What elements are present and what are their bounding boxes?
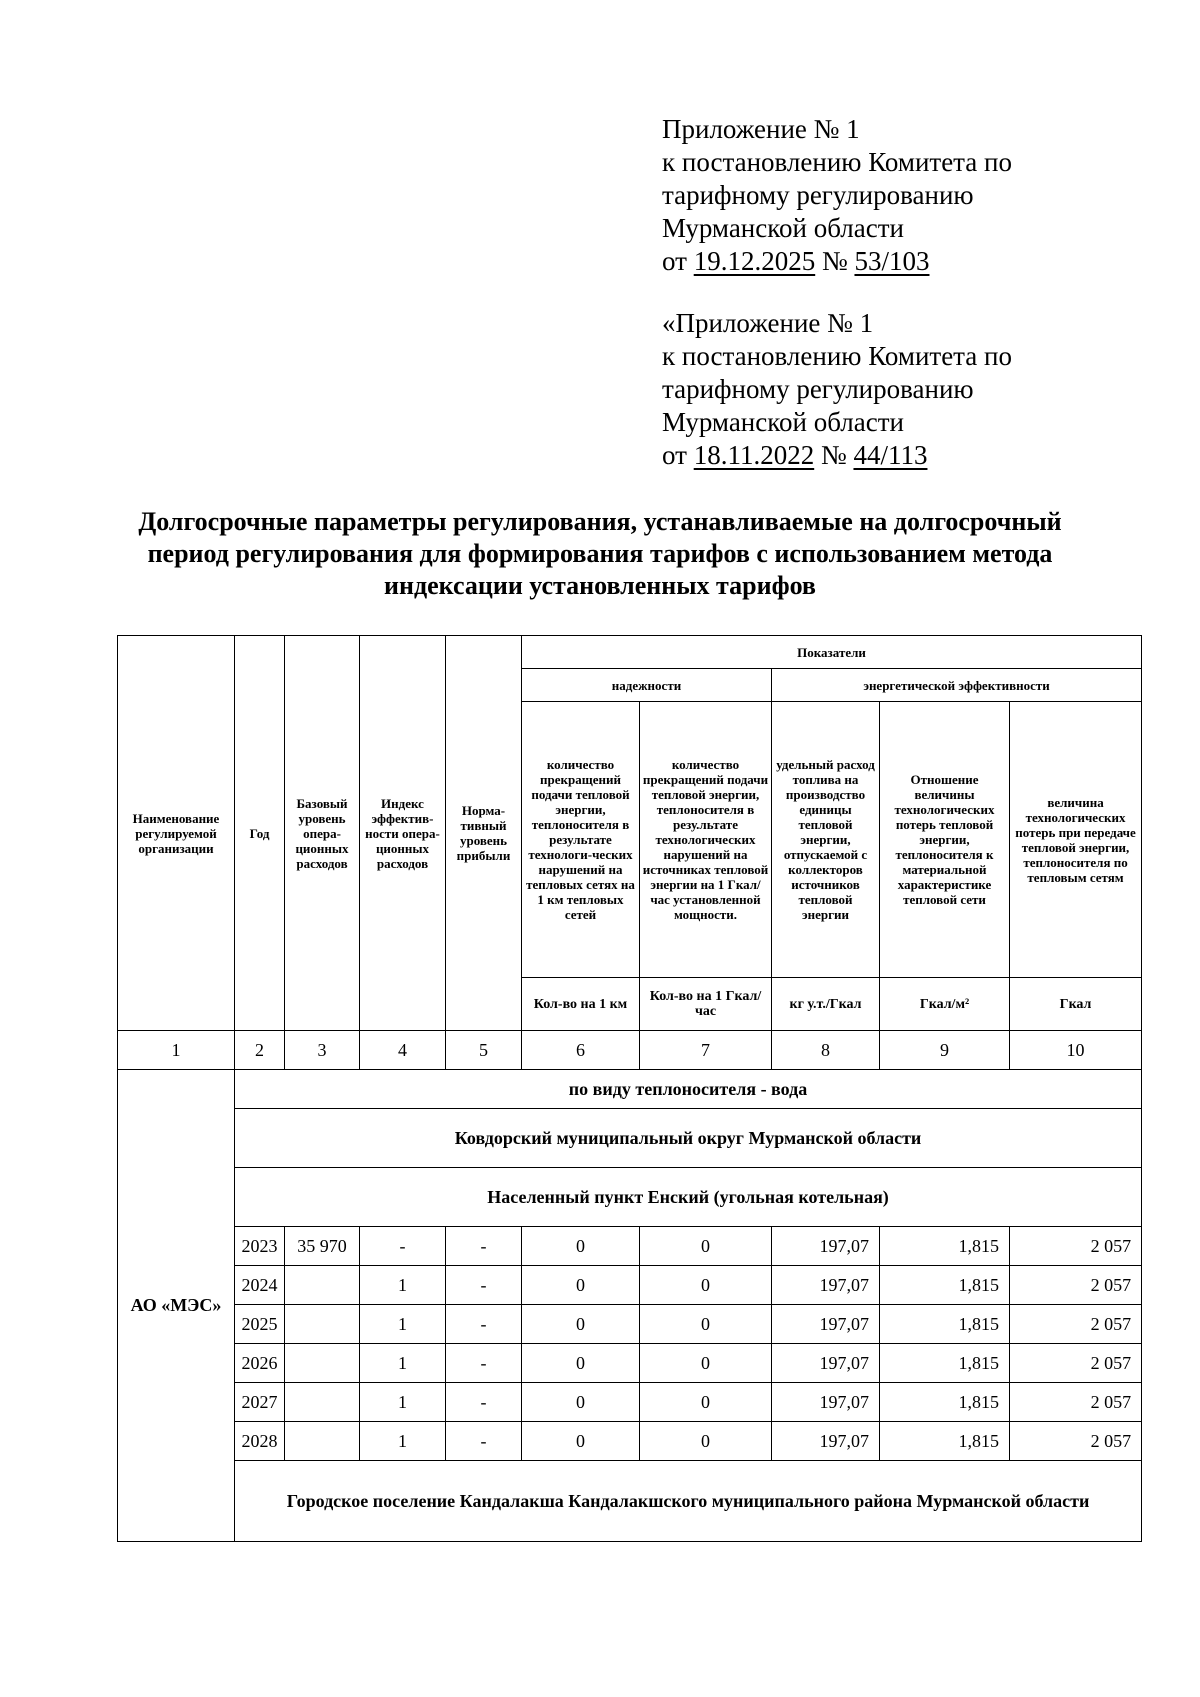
row-efficiency-index: 1 — [360, 1266, 446, 1305]
col-number-10: 10 — [1010, 1031, 1142, 1070]
appendix-old-number-prefix: № — [820, 440, 847, 470]
row-efficiency-index: - — [360, 1227, 446, 1266]
appendix-old-block — [662, 307, 1142, 472]
col-number-7: 7 — [640, 1031, 772, 1070]
row-efficiency-index: 1 — [360, 1383, 446, 1422]
header-indicators: Показатели — [522, 636, 1142, 669]
row-col9: 1,815 — [880, 1383, 1010, 1422]
row-year: 2026 — [235, 1344, 285, 1383]
unit-col7: Кол-во на 1 Гкал/час — [640, 978, 772, 1031]
table-row — [118, 1344, 1142, 1383]
row-profit-level: - — [446, 1305, 522, 1344]
unit-col6: Кол-во на 1 км — [522, 978, 640, 1031]
header-col7: количество прекращений подачи тепловой энергии, теплоносителя в резу.льтате технологических нарушений на источниках тепловой энергии на 1 Гкал/час установленной мощности. — [640, 702, 772, 978]
row-base-opex — [285, 1383, 360, 1422]
col-number-9: 9 — [880, 1031, 1010, 1070]
appendix-new-number: 53/103 — [854, 246, 930, 276]
appendix-old-line2: к постановлению Комитета по — [662, 341, 1012, 371]
row-col6: 0 — [522, 1305, 640, 1344]
row-col7: 0 — [640, 1305, 772, 1344]
row-col8: 197,07 — [772, 1383, 880, 1422]
section-next-settlement: Городское поселение Кандалакша Кандалакшского муниципального района Мурманской области — [235, 1461, 1142, 1542]
row-col9: 1,815 — [880, 1344, 1010, 1383]
header-col6: количество прекращений подачи тепловой энергии, теплоносителя в результате технологи-ческих нарушений на тепловых сетях на 1 км тепловых сетей — [522, 702, 640, 978]
row-col9: 1,815 — [880, 1305, 1010, 1344]
table-row — [118, 1305, 1142, 1344]
row-col7: 0 — [640, 1344, 772, 1383]
row-base-opex — [285, 1266, 360, 1305]
col-number-6: 6 — [522, 1031, 640, 1070]
header-col10: величина технологических потерь при передаче тепловой энергии, теплоносителя по тепловым сетям — [1010, 702, 1142, 978]
appendix-new-line1: Приложение № 1 — [662, 114, 860, 144]
header-base-opex: Базовый уровень опера-ционных расходов — [285, 636, 360, 1031]
table-row — [118, 1422, 1142, 1461]
row-year: 2023 — [235, 1227, 285, 1266]
appendix-new-block — [662, 113, 1142, 278]
row-efficiency-index: 1 — [360, 1344, 446, 1383]
row-col6: 0 — [522, 1344, 640, 1383]
row-base-opex: 35 970 — [285, 1227, 360, 1266]
row-col8: 197,07 — [772, 1227, 880, 1266]
row-efficiency-index: 1 — [360, 1422, 446, 1461]
row-col7: 0 — [640, 1266, 772, 1305]
col-number-8: 8 — [772, 1031, 880, 1070]
row-col6: 0 — [522, 1383, 640, 1422]
table-row — [118, 1227, 1142, 1266]
row-col6: 0 — [522, 1422, 640, 1461]
row-col10: 2 057 — [1010, 1422, 1142, 1461]
appendix-new-line2: к постановлению Комитета по — [662, 147, 1012, 177]
row-base-opex — [285, 1422, 360, 1461]
row-col10: 2 057 — [1010, 1305, 1142, 1344]
col-number-4: 4 — [360, 1031, 446, 1070]
appendix-old-date-prefix: от — [662, 440, 687, 470]
header-year: Год — [235, 636, 285, 1031]
header-col8: удельный расход топлива на производство единицы тепловой энергии, отпускаемой с коллекторов источников тепловой энергии — [772, 702, 880, 978]
row-col8: 197,07 — [772, 1344, 880, 1383]
row-col6: 0 — [522, 1266, 640, 1305]
section-settlement: Населенный пункт Енский (угольная котельная) — [235, 1168, 1142, 1227]
row-col8: 197,07 — [772, 1266, 880, 1305]
document-title: Долгосрочные параметры регулирования, устанавливаемые на долгосрочный период регулирования для формирования тарифов с использованием метода индексации установленных тарифов — [138, 507, 1062, 600]
row-year: 2024 — [235, 1266, 285, 1305]
unit-col10: Гкал — [1010, 978, 1142, 1031]
table-row — [118, 1383, 1142, 1422]
appendix-new-line4: Мурманской области — [662, 213, 904, 243]
row-col6: 0 — [522, 1227, 640, 1266]
table-row — [118, 1266, 1142, 1305]
appendix-new-date-prefix: от — [662, 246, 687, 276]
row-year: 2025 — [235, 1305, 285, 1344]
row-col10: 2 057 — [1010, 1227, 1142, 1266]
header-reliability: надежности — [522, 669, 772, 702]
col-number-1: 1 — [118, 1031, 235, 1070]
parameters-table — [117, 635, 1142, 1542]
appendix-new-date-line — [662, 245, 1142, 278]
section-heat-carrier: по виду теплоносителя - вода — [235, 1070, 1142, 1109]
header-efficiency-index: Индекс эффектив-ности опера-ционных расходов — [360, 636, 446, 1031]
row-col9: 1,815 — [880, 1266, 1010, 1305]
appendix-old-line4: Мурманской области — [662, 407, 904, 437]
row-profit-level: - — [446, 1344, 522, 1383]
row-col8: 197,07 — [772, 1305, 880, 1344]
col-number-5: 5 — [446, 1031, 522, 1070]
header-org: Наименование регулируемой организации — [118, 636, 235, 1031]
header-profit-level: Норма-тивный уровень прибыли — [446, 636, 522, 1031]
row-col10: 2 057 — [1010, 1344, 1142, 1383]
appendix-new-number-prefix: № — [821, 246, 848, 276]
row-base-opex — [285, 1344, 360, 1383]
appendix-old-date-line — [662, 439, 1142, 472]
row-col9: 1,815 — [880, 1422, 1010, 1461]
row-year: 2028 — [235, 1422, 285, 1461]
header-energy-efficiency: энергетической эффективности — [772, 669, 1142, 702]
appendix-old-line3: тарифному регулированию — [662, 374, 974, 404]
row-col9: 1,815 — [880, 1227, 1010, 1266]
row-year: 2027 — [235, 1383, 285, 1422]
unit-col9: Гкал/м² — [880, 978, 1010, 1031]
row-col10: 2 057 — [1010, 1383, 1142, 1422]
row-col7: 0 — [640, 1227, 772, 1266]
col-number-3: 3 — [285, 1031, 360, 1070]
section-district: Ковдорский муниципальный округ Мурманской области — [235, 1109, 1142, 1168]
appendix-old-number: 44/113 — [853, 440, 928, 470]
appendix-old-line1: «Приложение № 1 — [662, 308, 874, 338]
org-name: АО «МЭС» — [118, 1070, 235, 1542]
row-profit-level: - — [446, 1383, 522, 1422]
row-col7: 0 — [640, 1383, 772, 1422]
col-number-2: 2 — [235, 1031, 285, 1070]
row-efficiency-index: 1 — [360, 1305, 446, 1344]
row-base-opex — [285, 1305, 360, 1344]
appendix-old-date: 18.11.2022 — [693, 440, 815, 470]
header-col9: Отношение величины технологических потерь тепловой энергии, теплоносителя к материальной характеристике тепловой сети — [880, 702, 1010, 978]
unit-col8: кг у.т./Гкал — [772, 978, 880, 1031]
row-col8: 197,07 — [772, 1422, 880, 1461]
row-col10: 2 057 — [1010, 1266, 1142, 1305]
appendix-new-line3: тарифному регулированию — [662, 180, 974, 210]
row-profit-level: - — [446, 1227, 522, 1266]
row-profit-level: - — [446, 1266, 522, 1305]
row-col7: 0 — [640, 1422, 772, 1461]
row-profit-level: - — [446, 1422, 522, 1461]
appendix-new-date: 19.12.2025 — [693, 246, 816, 276]
